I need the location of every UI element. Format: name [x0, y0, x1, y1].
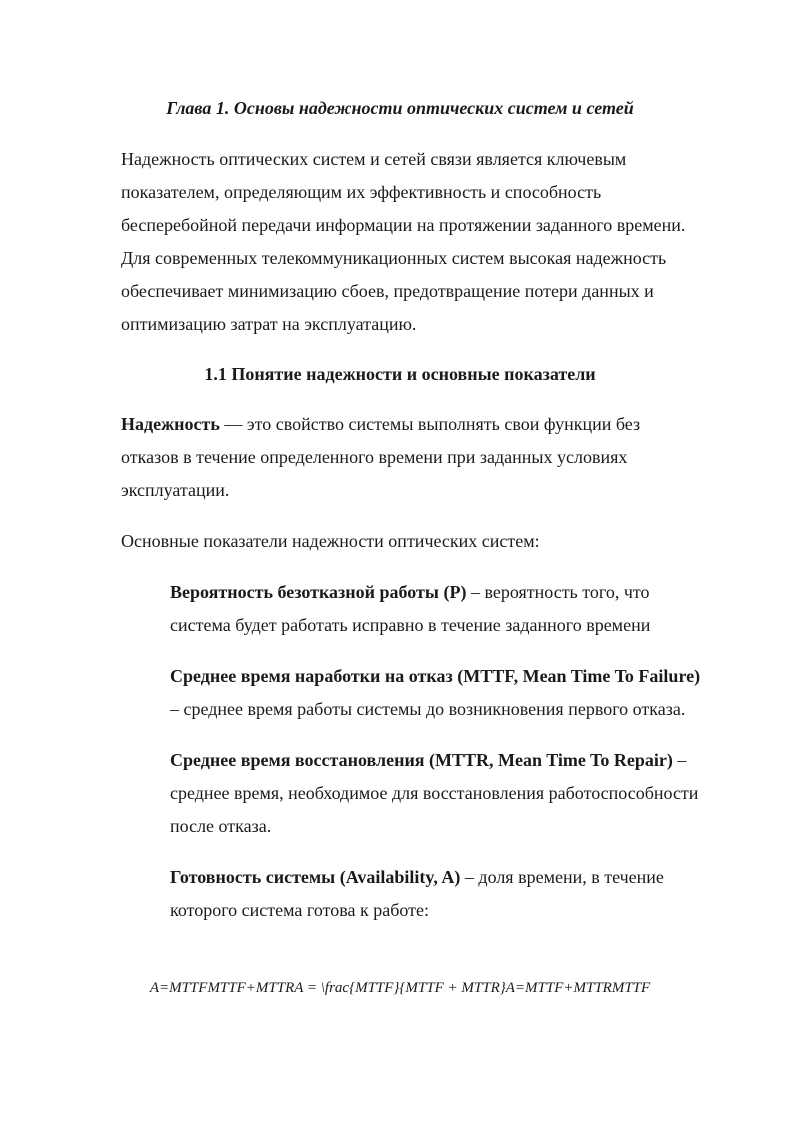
definition-term: Надежность [121, 414, 220, 434]
indicator-item-mttr [170, 744, 710, 843]
indicator-term: Готовность системы (Availability, A) [170, 867, 461, 887]
section-title: 1.1 Понятие надежности и основные показатели [204, 364, 596, 384]
definition-text: — это свойство системы выполнять свои функции без отказов в течение определенного времени при заданных условиях эксплуатации. [121, 414, 641, 500]
indicator-text: – вероятность того, что система будет работать исправно в течение заданного времени [170, 582, 651, 635]
intro-paragraph: Надежность оптических систем и сетей связи является ключевым показателем, определяющим их эффективность и способность бесперебойной передачи информации на протяжении заданного времени. Для современных телекоммуникационных систем высокая надежность обеспечивает минимизацию сбоев, предотвращение потери данных и оптимизацию затрат на эксплуатацию. [121, 149, 686, 334]
indicator-text: – среднее время, необходимое для восстановления работоспособности после отказа. [170, 750, 699, 836]
chapter-title: Глава 1. Основы надежности оптических систем и сетей [166, 98, 634, 118]
indicator-item-mttf [170, 660, 710, 726]
indicator-text: – среднее время работы системы до возникновения первого отказа. [170, 699, 686, 719]
indicator-text: – доля времени, в течение которого система готова к работе: [170, 867, 664, 920]
indicator-term: Среднее время наработки на отказ (MTTF, Mean Time To Failure) [170, 666, 701, 686]
indicator-term: Вероятность безотказной работы (P) [170, 582, 467, 602]
indicator-term: Среднее время восстановления (MTTR, Mean Time To Repair) [170, 750, 673, 770]
availability-formula: A=MTTFMTTF+MTTRA = \frac{MTTF}{MTTF + MTTR}A=MTTF+MTTRMTTF [149, 980, 651, 996]
definition-paragraph [121, 408, 691, 507]
indicators-list [170, 576, 710, 945]
indicator-item-probability [170, 576, 710, 642]
indicator-item-availability [170, 861, 710, 927]
indicators-intro: Основные показатели надежности оптических систем: [121, 531, 540, 551]
